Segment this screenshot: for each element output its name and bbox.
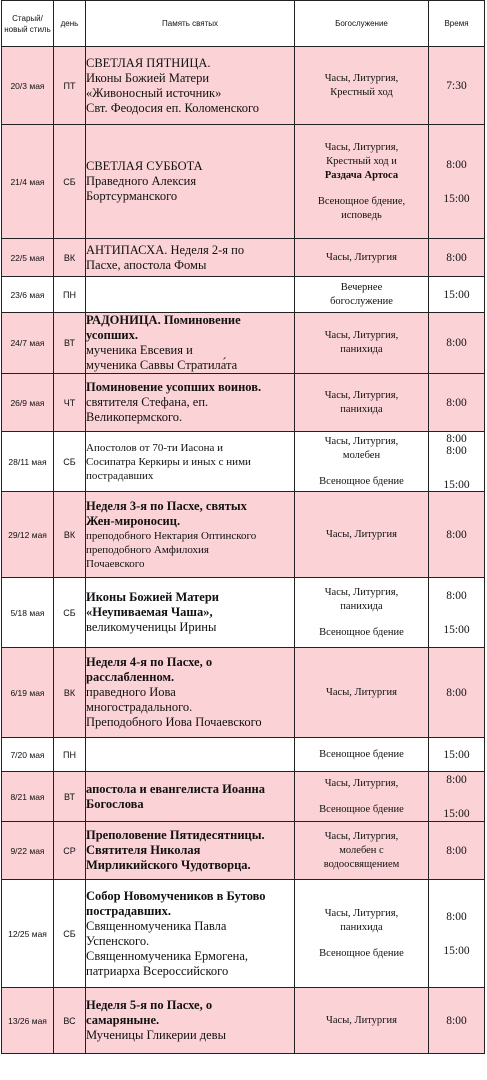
text-line: Неделя 5-я по Пасхе, о — [86, 998, 213, 1012]
memory-cell — [86, 374, 295, 432]
text-line: Бортсурманского — [86, 189, 178, 203]
memory-cell — [86, 578, 295, 648]
service-cell — [295, 738, 429, 772]
weekday-cell: СБ — [54, 125, 86, 239]
date-cell: 6/19 мая — [2, 648, 54, 738]
service-cell — [295, 432, 429, 492]
service-cell — [295, 374, 429, 432]
weekday-cell: ВК — [54, 492, 86, 578]
time-cell — [429, 125, 485, 239]
time-cell — [429, 988, 485, 1054]
weekday-cell: СБ — [54, 578, 86, 648]
text-line: святителя Стефана, еп. — [86, 395, 209, 409]
date-cell: 22/5 мая — [2, 239, 54, 277]
table-row — [2, 492, 485, 578]
memory-cell — [86, 239, 295, 277]
service-cell — [295, 125, 429, 239]
memory-cell — [86, 432, 295, 492]
text-line: 15:00 — [443, 288, 470, 301]
time-cell — [429, 772, 485, 822]
header-memory: Память святых — [86, 1, 295, 47]
date-cell: 20/3 мая — [2, 47, 54, 125]
text-line: Всенощное бдение, — [317, 195, 406, 207]
weekday-cell: ПН — [54, 738, 86, 772]
memory-cell — [86, 772, 295, 822]
text-line: молебен — [342, 449, 381, 461]
time-cell — [429, 822, 485, 880]
memory-cell — [86, 47, 295, 125]
text-line: РАДОНИЦА. Поминовение — [86, 313, 241, 327]
text-line: Неделя 4-я по Пасхе, о — [86, 655, 213, 669]
table-row — [2, 648, 485, 738]
text-line: Часы, Литургия, — [324, 830, 399, 842]
text-line: Вечернее — [340, 281, 383, 293]
text-line: Часы, Литургия, — [324, 389, 399, 401]
text-line: пострадавших. — [86, 903, 171, 918]
text-line: 7:30 — [446, 79, 467, 92]
weekday-cell: ВТ — [54, 772, 86, 822]
text-line: панихида — [340, 600, 383, 612]
text-line: мученика Евсевия и — [86, 343, 193, 357]
table-row — [2, 47, 485, 125]
schedule-table — [1, 0, 485, 1054]
evening-service — [295, 195, 428, 223]
text-line: 8:00 — [446, 528, 467, 541]
text-line: Преподобного Иова Почаевского — [86, 715, 262, 729]
header-date: Старый/ новый стиль — [2, 1, 54, 47]
text-line: Часы, Литургия, — [324, 330, 399, 341]
text-line: апостола и евангелиста Иоанна — [86, 781, 265, 796]
text-line: Всенощное бдение — [319, 947, 404, 959]
service-cell — [295, 988, 429, 1054]
table-row — [2, 374, 485, 432]
text-line: Священномученика Павла — [86, 918, 227, 933]
service-cell — [295, 47, 429, 125]
text-line: Иконы Божией Матери — [86, 70, 210, 85]
text-line: 8:00 — [446, 1014, 467, 1027]
evening-service — [295, 947, 428, 961]
service-cell — [295, 492, 429, 578]
text-line: праведного Иова — [86, 685, 176, 699]
text-line: СВЕТЛАЯ ПЯТНИЦА. — [86, 55, 211, 70]
time-cell — [429, 492, 485, 578]
table-row — [2, 277, 485, 313]
text-line: Преполовение Пятидесятницы. — [86, 828, 265, 842]
memory-cell — [86, 313, 295, 374]
text-line: 8:00 — [446, 432, 467, 445]
time-cell — [429, 313, 485, 374]
text-line: исповедь — [341, 209, 382, 221]
text-line: 8:00 — [446, 251, 467, 264]
text-line: Часы, Литургия, — [324, 907, 399, 919]
text-line: Сосипатра Керкиры и иных с ними — [86, 455, 251, 468]
text-line: Часы, Литургия — [326, 686, 397, 698]
date-cell: 29/12 мая — [2, 492, 54, 578]
text-line: Священномученика Ермогена, — [86, 948, 249, 963]
text-line: Крестный ход и — [326, 155, 397, 167]
weekday-cell: ПТ — [54, 47, 86, 125]
weekday-cell: ЧТ — [54, 374, 86, 432]
text-line: Всенощное бдение — [319, 803, 404, 815]
text-line: Жен-мироносиц. — [86, 513, 181, 528]
text-line: самаряныне. — [86, 1013, 160, 1027]
table-row — [2, 313, 485, 374]
memory-cell — [86, 822, 295, 880]
table-row — [2, 432, 485, 492]
table-row — [2, 125, 485, 239]
text-line: 8:00 — [446, 844, 467, 857]
table-row — [2, 738, 485, 772]
header-dow: день — [54, 1, 86, 47]
text-line: усопших. — [86, 328, 138, 342]
time-cell — [429, 239, 485, 277]
table-row — [2, 988, 485, 1054]
table-row — [2, 578, 485, 648]
service-cell — [295, 880, 429, 988]
time-cell — [429, 648, 485, 738]
text-line: Праведного Алексия — [86, 174, 197, 188]
time-cell — [429, 277, 485, 313]
weekday-cell: ВТ — [54, 313, 86, 374]
table-row — [2, 239, 485, 277]
text-line: патриарха Всероссийского — [86, 963, 229, 978]
text-line: 8:00 — [446, 910, 467, 923]
text-line: Часы, Литургия — [326, 528, 397, 540]
memory-cell — [86, 648, 295, 738]
date-cell: 28/11 мая — [2, 432, 54, 492]
service-cell — [295, 277, 429, 313]
text-line: пострадавших — [86, 469, 154, 482]
time-cell — [429, 374, 485, 432]
text-line: Часы, Литургия — [326, 251, 397, 263]
date-cell: 21/4 мая — [2, 125, 54, 239]
text-line: Поминовение усопших воинов. — [86, 380, 262, 394]
memory-cell — [86, 125, 295, 239]
text-line: 8:00 — [446, 444, 467, 457]
text-line: Часы, Литургия, — [324, 435, 399, 447]
text-line: панихида — [340, 344, 383, 355]
time-cell — [429, 880, 485, 988]
weekday-cell: СР — [54, 822, 86, 880]
text-line: СВЕТЛАЯ СУББОТА — [86, 159, 203, 173]
text-line: многострадального. — [86, 700, 193, 714]
text-line: Всенощное бдение — [319, 748, 404, 760]
evening-service — [295, 475, 428, 489]
text-line: 15:00 — [443, 807, 470, 820]
text-line: панихида — [340, 403, 383, 415]
weekday-cell: ВС — [54, 988, 86, 1054]
text-line: панихида — [340, 921, 383, 933]
weekday-cell: СБ — [54, 880, 86, 988]
text-line: 15:00 — [443, 478, 470, 491]
text-line: Свт. Феодосия еп. Коломенского — [86, 100, 260, 115]
text-line: великомученицы Ирины — [86, 620, 217, 634]
date-cell: 7/20 мая — [2, 738, 54, 772]
memory-cell — [86, 880, 295, 988]
text-line: Богослова — [86, 796, 144, 811]
text-line: Мученицы Гликерии девы — [86, 1028, 226, 1042]
header-time: Время — [429, 1, 485, 47]
memory-cell — [86, 738, 295, 772]
header-service: Богослужение — [295, 1, 429, 47]
text-line: Часы, Литургия, — [324, 586, 399, 598]
time-cell — [429, 578, 485, 648]
text-line: Апостолов от 70-ти Иасона и — [86, 441, 224, 454]
text-line: Часы, Литургия — [326, 1014, 397, 1026]
text-line: Крестный ход — [330, 86, 393, 98]
service-cell — [295, 648, 429, 738]
text-line: преподобного Нектария Оптинского — [86, 529, 257, 542]
text-line: 15:00 — [443, 623, 470, 636]
table-row — [2, 880, 485, 988]
service-cell — [295, 772, 429, 822]
service-cell — [295, 313, 429, 374]
text-line: 15:00 — [443, 944, 470, 957]
memory-cell — [86, 277, 295, 313]
text-line: Часы, Литургия, — [324, 777, 399, 789]
date-cell: 24/7 мая — [2, 313, 54, 374]
text-line: «Неупиваемая Чаша», — [86, 605, 213, 619]
text-line: водоосвящением — [323, 858, 400, 870]
text-line: Мирликийского Чудотворца. — [86, 858, 251, 872]
service-cell — [295, 578, 429, 648]
text-line: богослужение — [330, 295, 393, 307]
evening-service — [295, 803, 428, 817]
text-line: 8:00 — [446, 589, 467, 602]
service-cell — [295, 822, 429, 880]
text-line: Неделя 3-я по Пасхе, святых — [86, 498, 247, 513]
date-cell: 26/9 мая — [2, 374, 54, 432]
text-line: 8:00 — [446, 773, 467, 786]
evening-service — [295, 626, 428, 640]
weekday-cell: СБ — [54, 432, 86, 492]
text-line: 8:00 — [446, 158, 467, 171]
text-line: АНТИПАСХА. Неделя 2-я по — [86, 242, 245, 257]
text-line: «Живоносный источник» — [86, 85, 222, 100]
text-line: Успенского. — [86, 933, 150, 948]
date-cell: 5/18 мая — [2, 578, 54, 648]
text-line: Святителя Николая — [86, 843, 201, 857]
text-line: 15:00 — [443, 192, 470, 205]
text-line: Почаевского — [86, 557, 145, 570]
text-line: 8:00 — [446, 337, 467, 349]
text-line: Пасхе, апостола Фомы — [86, 257, 207, 272]
text-line: Иконы Божией Матери — [86, 590, 220, 604]
weekday-cell: ВК — [54, 239, 86, 277]
text-line: Раздача Артоса — [324, 169, 399, 181]
date-cell: 23/6 мая — [2, 277, 54, 313]
text-line: мученика Саввы Стратила́та — [86, 358, 238, 372]
table-row — [2, 822, 485, 880]
weekday-cell: ВК — [54, 648, 86, 738]
text-line: Собор Новомучеников в Бутово — [86, 888, 266, 903]
memory-cell — [86, 492, 295, 578]
date-cell: 12/25 мая — [2, 880, 54, 988]
memory-cell — [86, 988, 295, 1054]
text-line: 8:00 — [446, 396, 467, 409]
text-line: молебен с — [339, 844, 384, 856]
text-line: Часы, Литургия, — [324, 141, 399, 153]
service-cell — [295, 239, 429, 277]
text-line: 8:00 — [446, 686, 467, 699]
table-row — [2, 772, 485, 822]
header-row — [2, 1, 485, 47]
date-cell: 13/26 мая — [2, 988, 54, 1054]
text-line: Великопермского. — [86, 410, 183, 424]
text-line: Часы, Литургия, — [324, 72, 399, 84]
time-cell — [429, 432, 485, 492]
text-line: Всенощное бдение — [319, 626, 404, 638]
time-cell — [429, 47, 485, 125]
date-cell: 9/22 мая — [2, 822, 54, 880]
date-cell: 8/21 мая — [2, 772, 54, 822]
weekday-cell: ПН — [54, 277, 86, 313]
text-line: расслабленном. — [86, 670, 175, 684]
text-line: преподобного Амфилохия — [86, 543, 209, 556]
text-line: Всенощное бдение — [319, 475, 404, 487]
time-cell — [429, 738, 485, 772]
text-line: 15:00 — [443, 748, 470, 761]
